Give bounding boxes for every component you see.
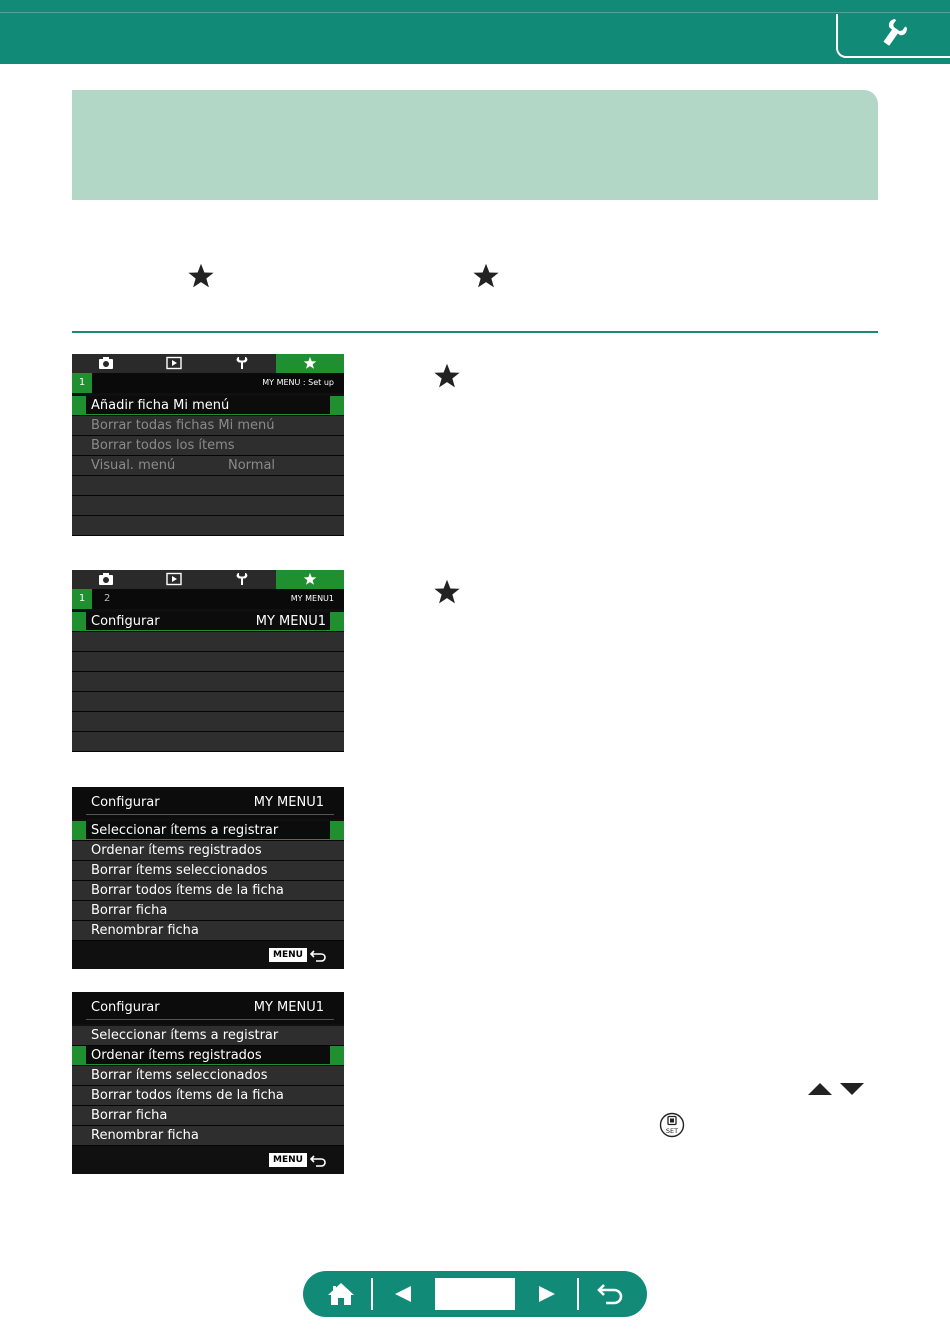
menu-subtitle: MY MENU : Set up xyxy=(262,378,334,387)
menu-item[interactable] xyxy=(72,821,344,841)
next-icon[interactable] xyxy=(537,1284,557,1304)
star-icon xyxy=(433,578,461,606)
section-title-box xyxy=(72,90,878,200)
menu-item-empty xyxy=(72,652,344,672)
star-icon xyxy=(302,356,318,370)
menu-item-label: Borrar todas fichas Mi menú xyxy=(91,418,275,433)
bottom-navigation xyxy=(303,1271,647,1317)
menu-item-label: Seleccionar ítems a registrar xyxy=(91,823,279,838)
menu-item-label: Borrar todos ítems de la ficha xyxy=(91,1088,284,1103)
section-divider xyxy=(72,331,878,333)
menu-item-label: Borrar ficha xyxy=(91,1108,168,1123)
return-icon[interactable] xyxy=(597,1282,623,1306)
star-icon xyxy=(433,362,461,390)
menu-item-empty xyxy=(72,516,344,536)
header-underline xyxy=(86,814,334,815)
camera-screen-configure xyxy=(72,787,344,969)
tab-mymenu[interactable] xyxy=(276,570,344,589)
menu-item-label: Configurar xyxy=(91,614,160,629)
header-underline xyxy=(86,1019,334,1020)
menu-item-label: Ordenar ítems registrados xyxy=(91,1048,262,1063)
menu-item-label: Borrar todos los ítems xyxy=(91,438,235,453)
menu-item-label: Renombrar ficha xyxy=(91,1128,199,1143)
menu-item-empty xyxy=(72,672,344,692)
menu-return-button[interactable] xyxy=(269,948,326,962)
menu-item-value: Normal xyxy=(228,458,276,473)
header-bar xyxy=(0,0,950,64)
menu-item-empty xyxy=(72,712,344,732)
playback-icon xyxy=(166,356,182,370)
previous-icon[interactable] xyxy=(393,1284,413,1304)
menu-button-label: MENU xyxy=(269,948,307,962)
menu-item[interactable] xyxy=(72,1046,344,1066)
menu-item[interactable] xyxy=(72,612,344,632)
return-icon xyxy=(310,1154,326,1167)
playback-icon xyxy=(166,572,182,586)
menu-item[interactable] xyxy=(72,416,344,436)
camera-screen-mymenu1 xyxy=(72,570,344,752)
tab-setup[interactable] xyxy=(208,570,276,589)
menu-item[interactable] xyxy=(72,456,344,476)
wrench-icon xyxy=(234,356,250,370)
screen-title: Configurar xyxy=(91,1000,160,1015)
screen-header xyxy=(72,992,344,1024)
menu-item[interactable] xyxy=(72,1126,344,1146)
menu-button-label: MENU xyxy=(269,1153,307,1167)
menu-item[interactable] xyxy=(72,921,344,941)
menu-item-empty xyxy=(72,632,344,652)
menu-item-label: Seleccionar ítems a registrar xyxy=(91,1028,279,1043)
star-icon xyxy=(187,262,215,290)
menu-subtitle: MY MENU1 xyxy=(290,594,334,603)
menu-item[interactable] xyxy=(72,1086,344,1106)
section-tab-setup[interactable] xyxy=(836,14,950,58)
wrench-icon xyxy=(880,19,910,49)
page-number[interactable]: 1 xyxy=(72,373,92,393)
menu-item-empty xyxy=(72,496,344,516)
menu-item-label: Borrar ítems seleccionados xyxy=(91,1068,268,1083)
menu-return-button[interactable] xyxy=(269,1153,326,1167)
menu-item-empty xyxy=(72,476,344,496)
header-rule xyxy=(0,12,950,13)
page-number-2[interactable]: 2 xyxy=(104,593,111,604)
nav-separator xyxy=(371,1278,373,1310)
return-icon xyxy=(310,949,326,962)
menu-item[interactable] xyxy=(72,841,344,861)
home-icon[interactable] xyxy=(327,1281,355,1307)
menu-item-label: Borrar todos ítems de la ficha xyxy=(91,883,284,898)
tab-playback[interactable] xyxy=(140,354,208,373)
menu-item[interactable] xyxy=(72,901,344,921)
menu-tabs xyxy=(72,570,344,589)
menu-tabs xyxy=(72,354,344,373)
menu-item-label: Visual. menú xyxy=(91,458,176,473)
set-button-icon xyxy=(659,1112,685,1138)
page-number[interactable]: 1 xyxy=(72,589,92,609)
star-icon xyxy=(302,572,318,586)
menu-item[interactable] xyxy=(72,1066,344,1086)
up-down-arrows-icon xyxy=(807,1080,865,1098)
menu-item-label: Renombrar ficha xyxy=(91,923,199,938)
screen-value: MY MENU1 xyxy=(253,1000,324,1015)
star-icon xyxy=(472,262,500,290)
tab-shooting[interactable] xyxy=(72,570,140,589)
menu-item[interactable] xyxy=(72,396,344,416)
tab-mymenu[interactable] xyxy=(276,354,344,373)
screen-title: Configurar xyxy=(91,795,160,810)
menu-item[interactable] xyxy=(72,1106,344,1126)
screen-value: MY MENU1 xyxy=(253,795,324,810)
nav-separator xyxy=(577,1278,579,1310)
menu-item-empty xyxy=(72,732,344,752)
menu-item[interactable] xyxy=(72,1026,344,1046)
tab-setup[interactable] xyxy=(208,354,276,373)
screen-header xyxy=(72,787,344,819)
menu-item-label: Añadir ficha Mi menú xyxy=(91,398,230,413)
camera-screen-configure-sort xyxy=(72,992,344,1174)
menu-item-empty xyxy=(72,692,344,712)
camera-screen-mymenu-setup xyxy=(72,354,344,536)
svg-text:SET: SET xyxy=(665,1127,679,1135)
camera-icon xyxy=(98,356,114,370)
camera-icon xyxy=(98,572,114,586)
menu-item-label: Ordenar ítems registrados xyxy=(91,843,262,858)
menu-item-label: Borrar ficha xyxy=(91,903,168,918)
tab-shooting[interactable] xyxy=(72,354,140,373)
menu-item-label: Borrar ítems seleccionados xyxy=(91,863,268,878)
wrench-icon xyxy=(234,572,250,586)
menu-item-value: MY MENU1 xyxy=(255,614,326,629)
menu-item[interactable] xyxy=(72,881,344,901)
menu-item[interactable] xyxy=(72,861,344,881)
page-number-box xyxy=(435,1278,515,1310)
tab-playback[interactable] xyxy=(140,570,208,589)
menu-item[interactable] xyxy=(72,436,344,456)
